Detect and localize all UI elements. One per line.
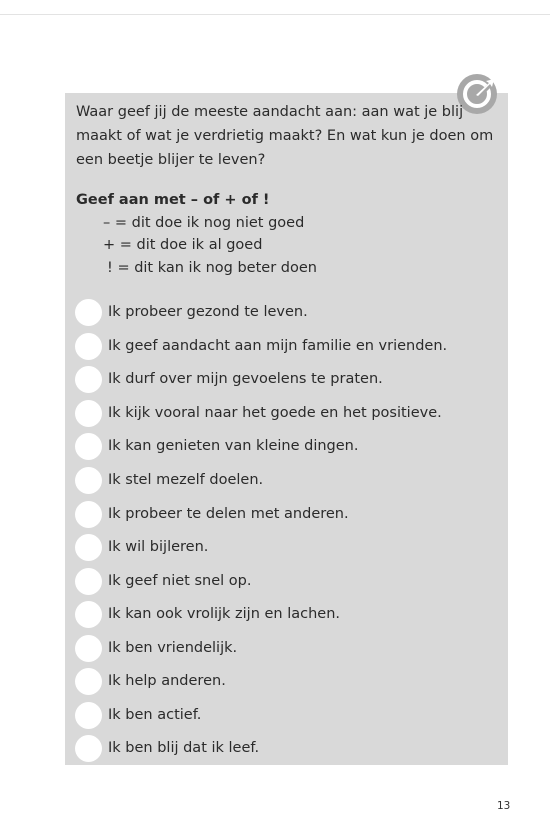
page-number: 13 bbox=[497, 800, 511, 812]
answer-circle[interactable] bbox=[75, 601, 102, 628]
list-item bbox=[75, 500, 495, 528]
legend-row-plus bbox=[103, 235, 262, 255]
list-item bbox=[75, 600, 495, 628]
list-item bbox=[75, 567, 495, 595]
answer-circle[interactable] bbox=[75, 333, 102, 360]
list-item bbox=[75, 667, 495, 695]
answer-circle[interactable] bbox=[75, 433, 102, 460]
answer-circle[interactable] bbox=[75, 501, 102, 528]
item-label: Ik probeer gezond te leven. bbox=[108, 304, 308, 320]
list-item bbox=[75, 634, 495, 662]
item-label: Ik ben vriendelijk. bbox=[108, 640, 238, 656]
item-label: Ik durf over mijn gevoelens te praten. bbox=[108, 371, 383, 387]
answer-circle[interactable] bbox=[75, 702, 102, 729]
legend-row-minus bbox=[103, 213, 304, 233]
legend-text: = dit doe ik al goed bbox=[119, 237, 263, 253]
item-label: Ik ben blij dat ik leef. bbox=[108, 740, 260, 756]
legend-title: Geef aan met – of + of ! bbox=[76, 192, 270, 208]
answer-circle[interactable] bbox=[75, 366, 102, 393]
list-item bbox=[75, 298, 495, 326]
answer-circle[interactable] bbox=[75, 299, 102, 326]
legend-text: = dit doe ik nog niet goed bbox=[114, 215, 305, 231]
list-item bbox=[75, 365, 495, 393]
legend-text: = dit kan ik nog beter doen bbox=[117, 260, 317, 276]
answer-circle[interactable] bbox=[75, 635, 102, 662]
answer-circle[interactable] bbox=[75, 534, 102, 561]
list-item bbox=[75, 734, 495, 762]
item-label: Ik probeer te delen met anderen. bbox=[108, 506, 349, 522]
list-item bbox=[75, 533, 495, 561]
answer-circle[interactable] bbox=[75, 400, 102, 427]
item-label: Ik geef aandacht aan mijn familie en vrienden. bbox=[108, 338, 448, 354]
item-label: Ik geef niet snel op. bbox=[108, 573, 252, 589]
list-item bbox=[75, 399, 495, 427]
list-item bbox=[75, 432, 495, 460]
item-label: Ik kijk vooral naar het goede en het positieve. bbox=[108, 405, 442, 421]
legend-row-exclamation bbox=[107, 258, 317, 278]
item-label: Ik stel mezelf doelen. bbox=[108, 472, 264, 488]
item-label: Ik kan ook vrolijk zijn en lachen. bbox=[108, 606, 341, 622]
legend-symbol: + bbox=[103, 237, 116, 253]
item-label: Ik kan genieten van kleine dingen. bbox=[108, 438, 359, 454]
intro-text: Waar geef jij de meeste aandacht aan: aan wat je blij maakt of wat je verdrietig maakt? En wat kun je doen om een beetje blijer te leven? bbox=[76, 104, 494, 168]
answer-circle[interactable] bbox=[75, 467, 102, 494]
answer-circle[interactable] bbox=[75, 735, 102, 762]
legend-symbol: ! bbox=[107, 260, 113, 276]
answer-circle[interactable] bbox=[75, 568, 102, 595]
item-label: Ik ben actief. bbox=[108, 707, 202, 723]
list-item bbox=[75, 332, 495, 360]
item-label: Ik wil bijleren. bbox=[108, 539, 209, 555]
legend-symbol: – bbox=[103, 215, 111, 231]
answer-circle[interactable] bbox=[75, 668, 102, 695]
list-item bbox=[75, 701, 495, 729]
list-item bbox=[75, 466, 495, 494]
item-label: Ik help anderen. bbox=[108, 673, 226, 689]
top-divider bbox=[0, 14, 550, 15]
